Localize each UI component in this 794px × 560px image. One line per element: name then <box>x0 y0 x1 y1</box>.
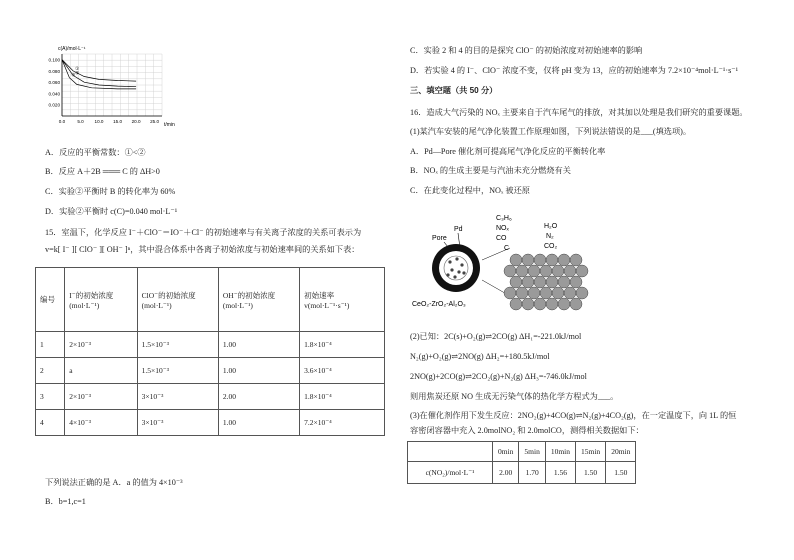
series-label: ③ <box>71 72 76 78</box>
pd-label: Pd <box>454 226 463 233</box>
x-tick-label: 25.0 <box>150 119 160 124</box>
q16-option-b: B．NOₓ 的生成主要是与汽油未充分燃烧有关 <box>410 166 571 175</box>
table-header: 初始速率 v(mol·L⁻¹·s⁻¹) <box>300 268 385 332</box>
series-line <box>62 60 136 82</box>
table-cell: 1.56 <box>545 462 575 484</box>
table-header-row <box>408 442 636 462</box>
q16-intro: 16．造成大气污染的 NOₓ 主要来自于汽车尾气的排放，对其加以处理是我们研究的重要课题。 <box>410 108 748 117</box>
table-cell: 1 <box>36 332 65 358</box>
table-row <box>36 332 385 358</box>
table-row <box>36 384 385 410</box>
q16-part3-line1: (3)在催化剂作用下发生反应：2NO₂(g)+4CO(g)⇌N₂(g)+4CO₂(g)，在一定温度下，向 1L 的恒 <box>410 411 737 420</box>
no2-table <box>407 441 636 484</box>
table-header: ClO⁻的初始浓度(mol·L⁻¹) <box>137 268 218 332</box>
series-label: ① <box>75 65 80 71</box>
table-cell: 1.5×10⁻³ <box>137 358 218 384</box>
y-axis-label: c(A)/mol·L⁻¹ <box>58 46 86 52</box>
q16-part2-question: 则用焦炭还原 NO 生成无污染气体的热化学方程式为___。 <box>410 392 619 401</box>
c3h6-label: C₃H₆ <box>496 215 512 222</box>
section-title: 三、填空题（共 50 分） <box>410 86 498 95</box>
table-header: 5min <box>519 442 545 462</box>
x-tick-label: 20.0 <box>131 119 141 124</box>
table-header: 0min <box>493 442 519 462</box>
table-cell: 3×10⁻³ <box>137 384 218 410</box>
equation-3: 2NO(g)+2CO(g)⇌2CO₂(g)+N₂(g) ΔH₃=-746.0kJ/mol <box>410 372 587 381</box>
q15-line2: v=k[ I⁻ ][ ClO⁻ ][ OH⁻ ]ⁿ，其中混合体系中各离子初始浓度与初始速率间的关系如下表： <box>45 245 360 254</box>
x-tick-label: 5.0 <box>77 119 84 124</box>
catalyst-diagram <box>408 204 608 314</box>
rate-table <box>35 267 385 436</box>
table-cell: 1.00 <box>218 332 299 358</box>
table-header: 10min <box>545 442 575 462</box>
table-cell: 1.50 <box>606 462 636 484</box>
table-cell: 4×10⁻³ <box>65 410 137 436</box>
option-c-right: C．实验 2 和 4 的目的是探究 ClO⁻ 的初始浓度对初始速率的影响 <box>410 46 643 55</box>
n2-label: N₂ <box>546 233 554 240</box>
q16-part2: (2)已知：2C(s)+O₂(g)⇌2CO(g) ΔH₁=-221.0kJ/mol <box>410 332 582 341</box>
table-cell: 1.8×10⁻⁴ <box>300 332 385 358</box>
x-tick-label: 10.0 <box>94 119 104 124</box>
table-row <box>36 410 385 436</box>
option-c: C．实验②平衡时 B 的转化率为 60% <box>45 187 176 196</box>
h2o-label: H₂O <box>544 223 558 230</box>
y-tick-label: 0.080 <box>48 68 60 74</box>
y-tick-label: 0.100 <box>48 57 60 63</box>
q16-option-a: A．Pd—Pore 催化剂可提高尾气净化反应的平衡转化率 <box>410 147 606 156</box>
q16-part1: (1)某汽车安装的尾气净化装置工作原理如图，下列说法错误的是___(填选项)。 <box>410 127 692 136</box>
option-d-right: D．若实验 4 的 I⁻、ClO⁻ 浓度不变，仅将 pH 变为 13，应的初始速率为 7.2×10⁻⁴mol·L⁻¹·s⁻¹ <box>410 66 739 75</box>
y-tick-label: 0.020 <box>48 102 60 108</box>
table-row <box>408 462 636 484</box>
table-cell: 1.50 <box>576 462 606 484</box>
catalyst-surface <box>504 254 588 310</box>
table-cell: 2.00 <box>218 384 299 410</box>
q16-option-c: C．在此变化过程中，NOₓ 被还原 <box>410 186 530 195</box>
table-cell: 1.00 <box>218 410 299 436</box>
option-b: B．反应 A＋2B ═══ C 的 ΔH>0 <box>45 167 160 176</box>
y-tick-label: 0.060 <box>48 80 60 86</box>
equation-2: N₂(g)+O₂(g)⇌2NO(g) ΔH₂=+180.5kJ/mol <box>410 352 550 361</box>
x-tick-label: 0.0 <box>58 119 66 124</box>
table-cell: 2×10⁻³ <box>65 332 137 358</box>
x-tick-label: 15.0 <box>113 119 123 124</box>
table-cell: 4 <box>36 410 65 436</box>
series-label: ② <box>75 70 80 76</box>
nox-label: NOₓ <box>496 225 509 232</box>
table-header: I⁻的初始浓度(mol·L⁻¹) <box>65 268 137 332</box>
q15-statement: 下列说法正确的是 A．a 的值为 4×10⁻³ <box>45 478 183 487</box>
table-cell: 3 <box>36 384 65 410</box>
table-header: 15min <box>576 442 606 462</box>
table-cell: 2.00 <box>493 462 519 484</box>
table-cell: 1.8×10⁻⁴ <box>300 384 385 410</box>
table-header: OH⁻的初始浓度(mol·L⁻¹) <box>218 268 299 332</box>
pore-label: Pore <box>432 235 447 242</box>
table-cell: 2 <box>36 358 65 384</box>
table-cell: c(NO₂)/mol·L⁻¹ <box>408 462 493 484</box>
table-cell: 7.2×10⁻⁴ <box>300 410 385 436</box>
co-label: CO <box>496 235 507 242</box>
table-header: 20min <box>606 442 636 462</box>
y-tick-label: 0.040 <box>48 91 60 97</box>
concentration-chart <box>30 42 180 132</box>
option-d: D．实验②平衡时 c(C)=0.040 mol·L⁻¹ <box>45 207 178 216</box>
table-header: 编号 <box>36 268 65 332</box>
support-label: CeO₂-ZrO₂-Al₂O₃ <box>412 301 466 308</box>
c-label: C <box>504 245 510 252</box>
q15-line1: 15．室温下，化学反应 I⁻＋ClO⁻＝IO⁻＋Cl⁻ 的初始速率与有关离子浓度的关系可表示为 <box>45 228 362 237</box>
table-cell: 1.5×10⁻³ <box>137 332 218 358</box>
option-a: A．反应的平衡常数：①<② <box>45 148 146 157</box>
table-cell: a <box>65 358 137 384</box>
q15-option-b: B．b=1,c=1 <box>45 497 86 506</box>
co2-label: CO₂ <box>544 243 558 250</box>
q16-part3-line2: 容密闭容器中充入 2.0molNO₂ 和 2.0molCO，测得相关数据如下： <box>410 426 644 435</box>
table-cell: 1.70 <box>519 462 545 484</box>
x-axis-label: t/min <box>164 122 175 128</box>
table-cell: 3.6×10⁻⁴ <box>300 358 385 384</box>
table-cell: 2×10⁻³ <box>65 384 137 410</box>
table-cell: 1.00 <box>218 358 299 384</box>
table-cell: 3×10⁻³ <box>137 410 218 436</box>
table-row <box>36 358 385 384</box>
table-header <box>408 442 493 462</box>
